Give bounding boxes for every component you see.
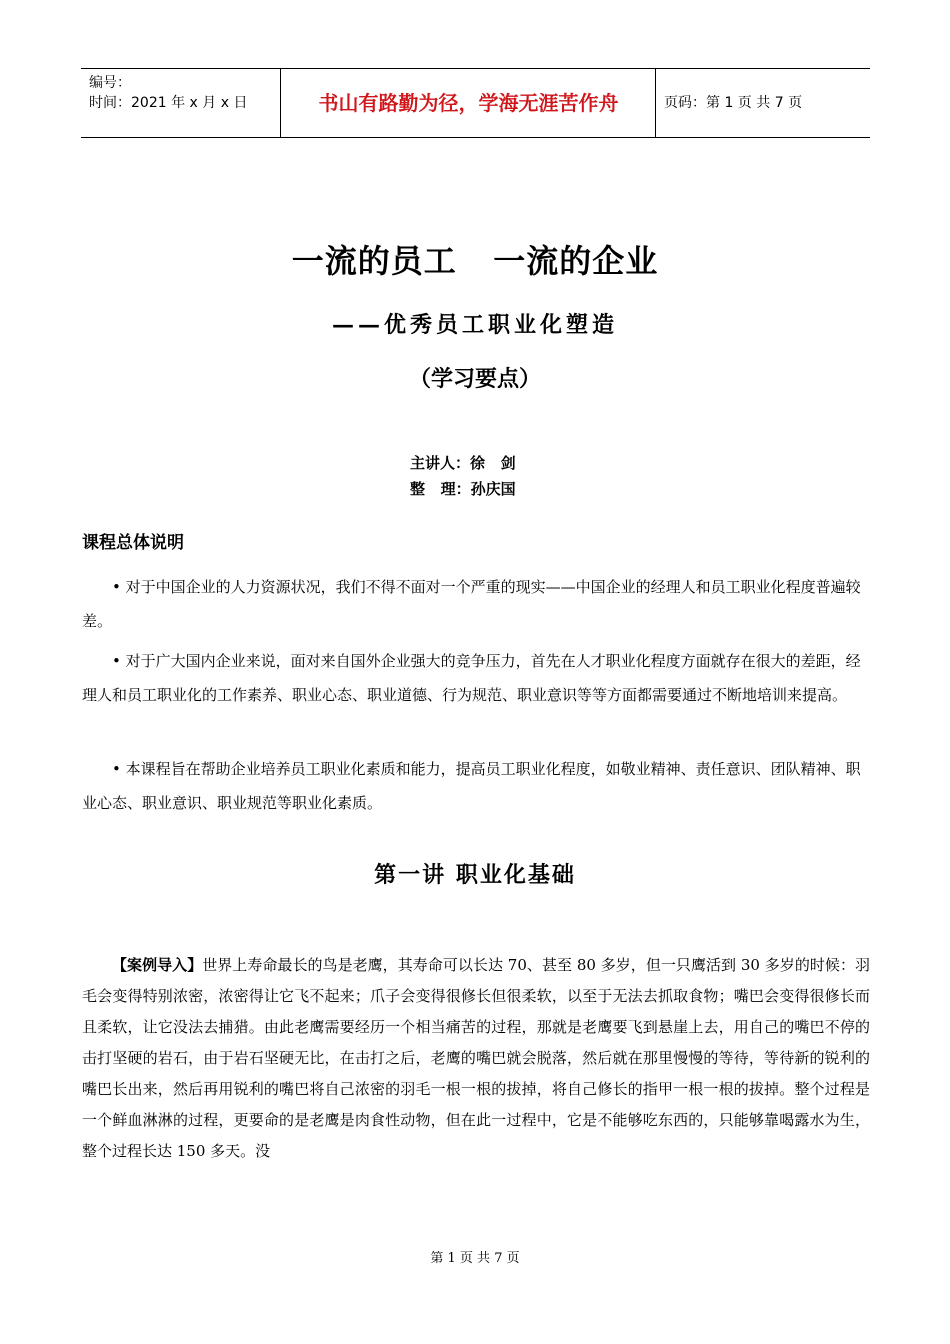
chapter-title: 第一讲 职业化基础 bbox=[374, 862, 576, 888]
page-code: 页码：第 1 页 共 7 页 bbox=[664, 95, 803, 111]
page-footer: 第 1 页 共 7 页 bbox=[430, 1251, 520, 1266]
case-text: 世界上寿命最长的鸟是老鹰，其寿命可以长达 70、甚至 80 多岁，但一只鹰活到 30 多岁的时候：羽毛会变得特别浓密，浓密得让它飞不起来；爪子会变得很修长但很柔软，以至于无法去抓取食物；嘴巴会变得很修长而且柔软，让它没法去捕猎。由此老鹰需要经历一个相当痛苦的过程，那就是老鹰要飞到悬崖上去，用自己的嘴巴不停的击打坚硬的岩石，由于岩石坚硬无比，在击打之后，老鹰的嘴巴就会脱落，然后就在那里慢慢的等待，等待新的锐利的嘴巴长出来，然后再用锐利的嘴巴将自己浓密的羽毛一根一根的拔掉，将自己修长的指甲一根一根的拔掉。整个过程是一个鲜血淋淋的过程，更要命的是老鹰是肉食性动物，但在此一过程中，它是不能够吃东西的，只能够靠喝露水为生，整个过程长达 150 多天。没 bbox=[82, 956, 870, 1160]
paragraph: • 对于广大国内企业来说，面对来自国外企业强大的竞争压力，首先在人才职业化程度方面就存在很大的差距，经理人和员工职业化的工作素养、职业心态、职业道德、行为规范、职业意识等等方面都需要通过不断地培训来提高。 bbox=[82, 652, 861, 704]
paragraph: • 对于中国企业的人力资源状况，我们不得不面对一个严重的现实——中国企业的经理人和员工职业化程度普遍较差。 bbox=[82, 578, 861, 630]
header-table bbox=[81, 68, 870, 138]
document-note: （学习要点） bbox=[408, 367, 541, 392]
header-info-cell bbox=[81, 69, 281, 137]
paragraph: • 本课程旨在帮助企业培养员工职业化素质和能力，提高员工职业化程度，如敬业精神、责任意识、团队精神、职业心态、职业意识、职业规范等职业化素质。 bbox=[82, 760, 861, 812]
time-label: 时间：2021 年 x 月 x 日 bbox=[89, 95, 248, 111]
case-paragraph bbox=[82, 950, 870, 1167]
number-label: 编号： bbox=[89, 75, 131, 91]
document-subtitle: ——优秀员工职业化塑造 bbox=[331, 312, 618, 338]
motto: 书山有路勤为径，学海无涯苦作舟 bbox=[282, 69, 656, 137]
editor-line: 整 理：孙庆国 bbox=[410, 480, 516, 498]
document-title: 一流的员工 一流的企业 bbox=[291, 242, 659, 280]
case-label: 【案例导入】 bbox=[112, 956, 203, 974]
lecturer-line: 主讲人：徐 剑 bbox=[410, 454, 516, 472]
section-heading: 课程总体说明 bbox=[82, 533, 184, 553]
